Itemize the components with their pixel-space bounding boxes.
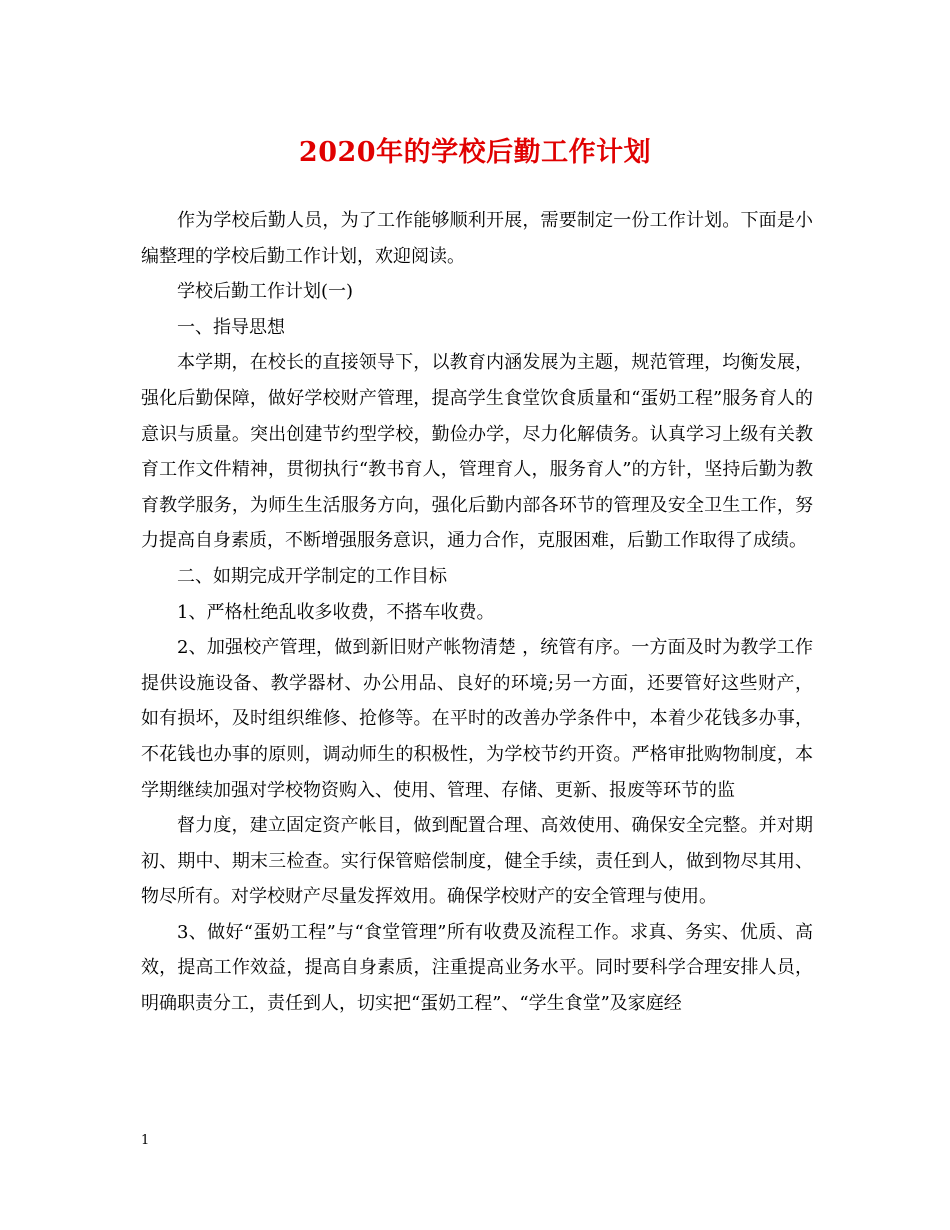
document-body [141,203,813,1022]
goal-item-2-continued: 督力度，建立固定资产帐目，做到配置合理、高效使用、确保安全完整。并对期初、期中、期末三检查。实行保管赔偿制度，健全手续，责任到人，做到物尽其用、物尽所有。对学校财产尽量发挥效用。确保学校财产的安全管理与使用。 [141,815,813,908]
section-heading-plan-one: 学校后勤工作计划(一) [177,281,354,303]
section-heading-guiding-thought: 一、指导思想 [177,316,285,338]
guiding-thought-paragraph: 本学期，在校长的直接领导下，以教育内涵发展为主题，规范管理，均衡发展，强化后勤保障，做好学校财产管理，提高学生食堂饮食质量和“蛋奶工程”服务育人的意识与质量。突出创建节约型学校，勤俭办学，尽力化解债务。认真学习上级有关教育工作文件精神，贯彻执行“教书育人，管理育人，服务育人”的方针，坚持后勤为教育教学服务，为师生生活服务方向，强化后勤内部各环节的管理及安全卫生工作，努力提高自身素质，不断增强服务意识，通力合作，克服困难，后勤工作取得了成绩。 [141,352,813,552]
intro-paragraph: 作为学校后勤人员，为了工作能够顺利开展，需要制定一份工作计划。下面是小编整理的学校后勤工作计划，欢迎阅读。 [141,210,813,267]
document-title: 2020年的学校后勤工作计划 [298,137,652,168]
section-heading-goals: 二、如期完成开学制定的工作目标 [177,565,447,587]
goal-item-3: 3、做好“蛋奶工程”与“食堂管理”所有收费及流程工作。求真、务实、优质、高效，提高工作效益，提高自身素质，注重提高业务水平。同时要科学合理安排人员，明确职责分工，责任到人，切实把“蛋奶工程”、“学生食堂”及家庭经 [141,921,813,1015]
goal-item-2: 2、加强校产管理，做到新旧财产帐物清楚 ，统管有序。一方面及时为教学工作提供设施设备、教学器材、办公用品、良好的环境;另一方面，还要管好这些财产，如有损坏，及时组织维修、抢修等。在平时的改善办学条件中，本着少花钱多办事，不花钱也办事的原则，调动师生的积极性，为学校节约开资。严格审批购物制度，本学期继续加强对学校物资购入、使用、管理、存储、更新、报废等环节的监 [141,637,813,801]
page-number: 1 [141,1133,150,1148]
goal-item-1: 1、严格杜绝乱收多收费，不搭车收费。 [177,601,495,623]
